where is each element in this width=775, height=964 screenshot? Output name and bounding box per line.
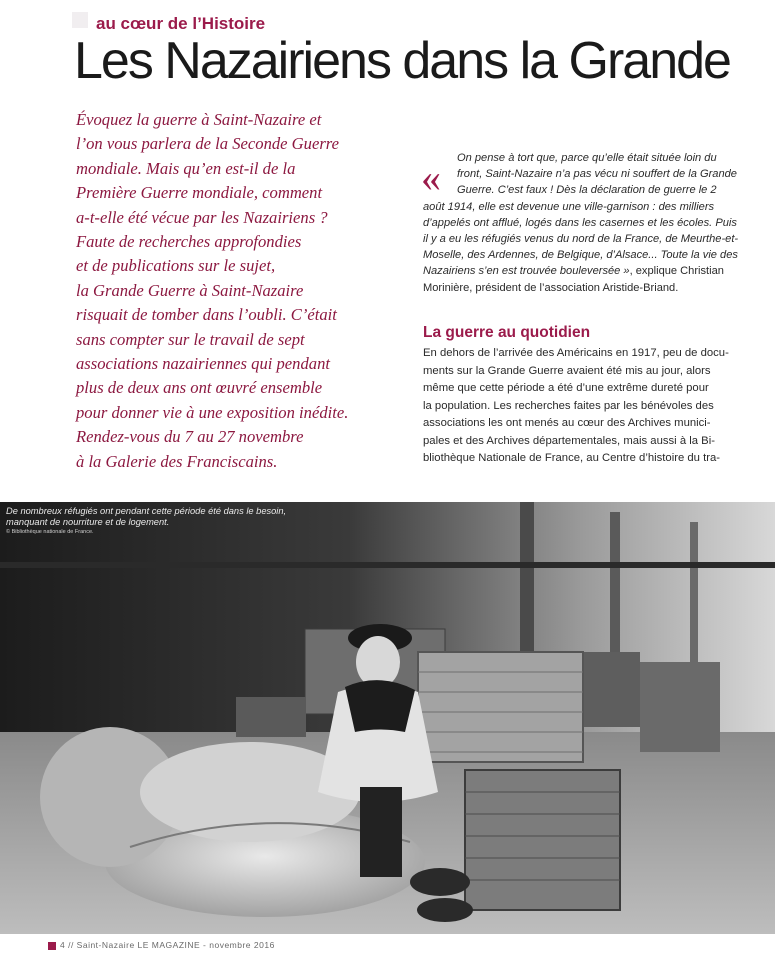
intro-line: Rendez-vous du 7 au 27 novembre (76, 427, 304, 447)
footer-square (48, 942, 56, 950)
intro-line: sans compter sur le travail de sept (76, 329, 305, 349)
intro-paragraph (76, 108, 416, 474)
caption-line: De nombreux réfugiés ont pendant cette période été dans le besoin, (6, 506, 287, 516)
page-title: Les Nazairiens dans la Grande (74, 32, 730, 90)
intro-line: Faute de recherches approfondies (76, 232, 302, 252)
photo-caption (6, 506, 306, 536)
quote-block (423, 150, 766, 296)
quote-line: front, Saint-Nazaire n’a pas vécu ni souffert de la Grande (457, 168, 737, 181)
quote-line: Guerre. C’est faux ! Dès la déclaration de guerre le 2 (457, 184, 717, 197)
intro-line: plus de deux ans ont œuvré ensemble (76, 378, 323, 398)
body-line: associations les ont menés au cœur des Archives munici- (423, 417, 711, 429)
archive-photo (0, 502, 775, 934)
body-line: bliothèque Nationale de France, au Centre d’histoire du tra- (423, 452, 721, 464)
body-line: même que cette période a été d’une extrême dureté pour (423, 382, 709, 394)
photo-illustration (0, 502, 775, 934)
caption-line: manquant de nourriture et de logement. (6, 517, 170, 527)
body-line: la population. Les recherches faites par les bénévoles des (423, 399, 714, 412)
body-line: ments sur la Grande Guerre avaient été mis au jour, alors (423, 364, 711, 377)
intro-line: et de publications sur le sujet, (76, 256, 276, 276)
section-rubric: au cœur de l’Histoire (96, 14, 266, 33)
quote-line: Nazairiens s’en est trouvée bouleversée », explique Christian (423, 265, 724, 278)
page-footer: 4 // Saint-Nazaire LE MAGAZINE - novembre 2016 (60, 940, 275, 950)
intro-line: pour donner vie à une exposition inédite. (76, 402, 349, 422)
intro-line: mondiale. Mais qu’en est-il de la (76, 158, 296, 178)
intro-line: l’on vous parlera de la Seconde Guerre (76, 134, 339, 154)
intro-line: Première Guerre mondiale, comment (76, 183, 323, 203)
intro-line: associations nazairiennes qui pendant (76, 354, 330, 374)
section-title: La guerre au quotidien (423, 324, 591, 341)
quote-line: il y a eu les réfugiés venus du nord de la France, de Meurthe-et- (423, 233, 739, 246)
body-line: En dehors de l’arrivée des Américains en 1917, peu de docu- (423, 347, 729, 359)
quote-mark: « (421, 155, 441, 200)
quote-line: On pense à tort que, parce qu’elle était située loin du (457, 152, 717, 164)
quote-line: Morinière, président de l’association Aristide-Briand. (423, 281, 679, 294)
quote-line: août 1914, elle est devenue une ville-garnison : des milliers (423, 200, 715, 213)
body-paragraph (423, 345, 766, 468)
quote-line: Moselle, des Ardennes, de Belgique, d’Alsace... Toute la vie des (423, 249, 738, 262)
rubric-square (72, 12, 88, 28)
intro-line: a-t-elle été vécue par les Nazairiens ? (76, 207, 328, 227)
intro-line: à la Galerie des Franciscains. (76, 451, 278, 471)
intro-line: la Grande Guerre à Saint-Nazaire (76, 280, 304, 300)
quote-line: d’appelés ont afflué, logés dans les casernes et les écoles. Puis (423, 216, 737, 229)
photo-credit: © Bibliothèque nationale de France. (6, 529, 94, 535)
body-line: pales et des Archives départementales, mais aussi à la Bi- (423, 434, 715, 447)
intro-line: risquait de tomber dans l’oubli. C’était (76, 305, 337, 325)
intro-line: Évoquez la guerre à Saint-Nazaire et (76, 110, 322, 129)
